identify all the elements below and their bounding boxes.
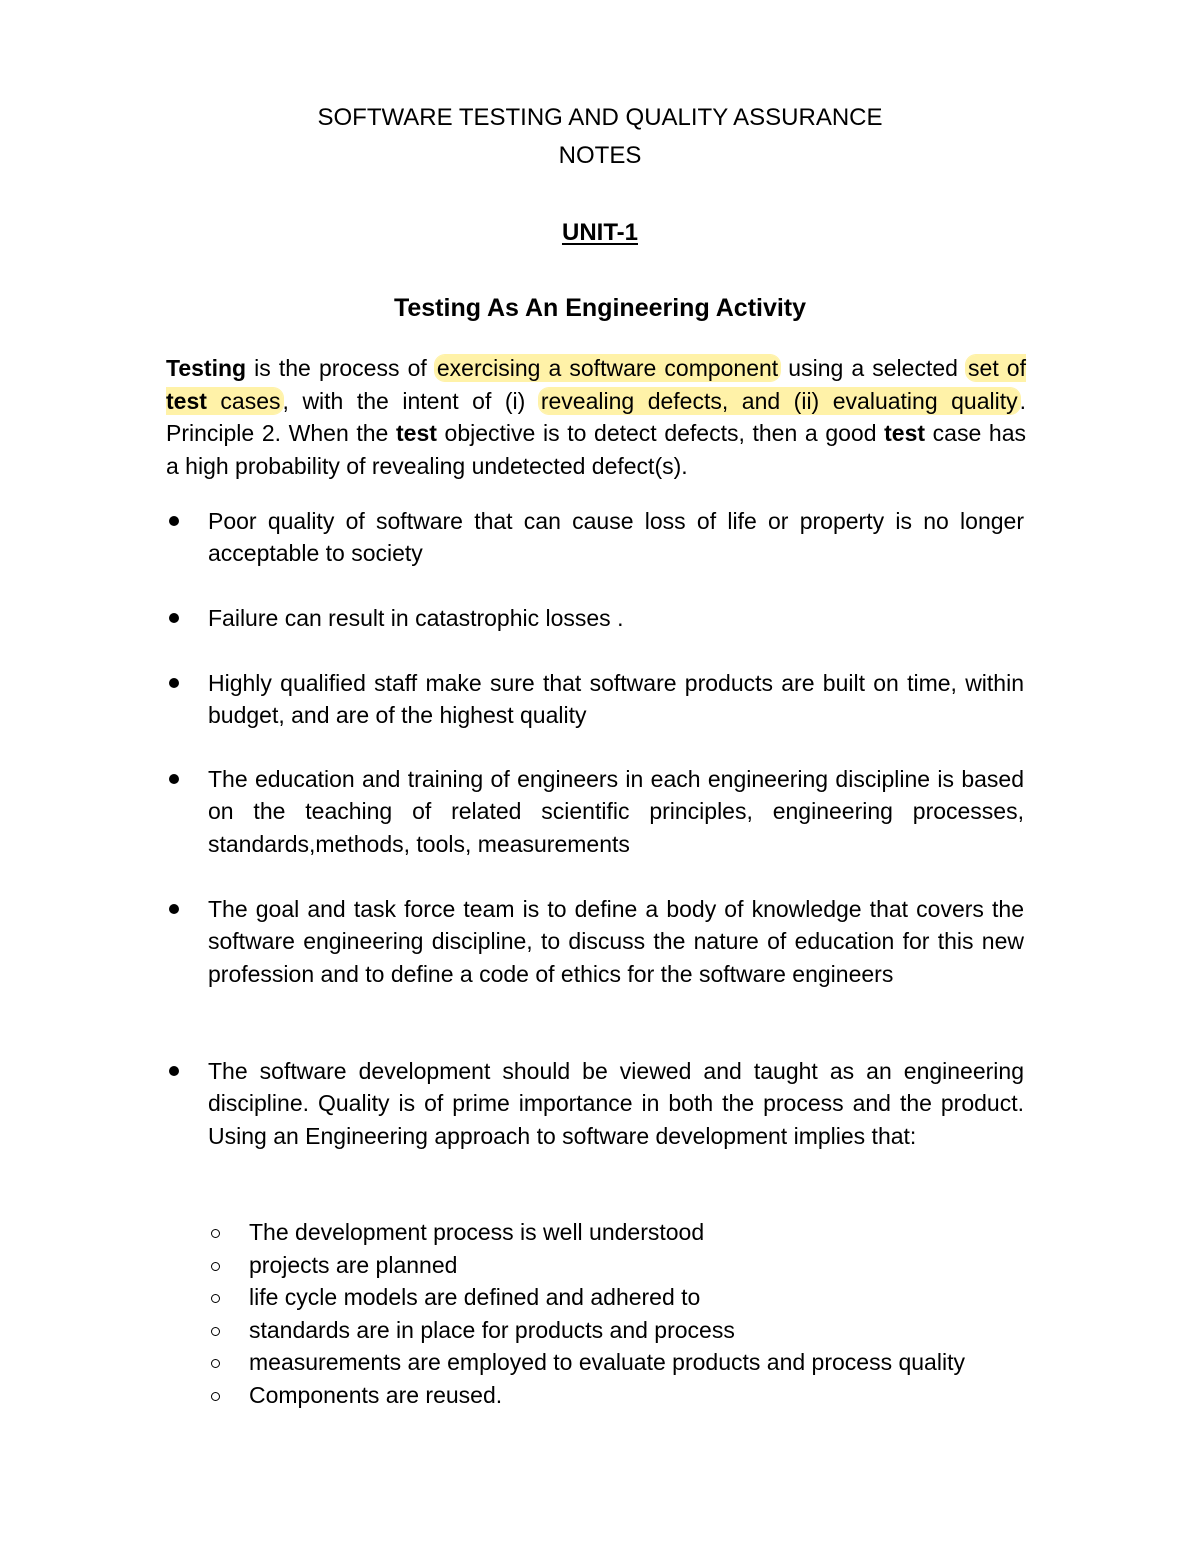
intro-term-test: test bbox=[166, 387, 207, 414]
sub-list-item bbox=[249, 1249, 457, 1282]
sub-list-item bbox=[249, 1314, 735, 1347]
list-item bbox=[208, 1055, 1024, 1152]
sub-list-item-text: measurements are employed to evaluate products and process quality bbox=[249, 1349, 965, 1375]
sub-list-item-text: Components are reused. bbox=[249, 1382, 503, 1408]
sub-list-item-text: projects are planned bbox=[249, 1252, 458, 1278]
circle-bullet-icon bbox=[211, 1294, 220, 1303]
list-item bbox=[208, 763, 1024, 860]
unit-heading-text: UNIT-1 bbox=[561, 219, 638, 246]
highlight-revealing: revealing defects, and (ii) evaluating quality bbox=[540, 387, 1018, 414]
intro-term-test: test bbox=[396, 420, 437, 447]
list-item-text: The education and training of engineers in each engineering discipline is based on the teaching of related scientific principles, engineering processes, standards,methods, tools, measurements bbox=[208, 766, 1024, 857]
list-item-text: Poor quality of software that can cause loss of life or property is no longer acceptable to society bbox=[208, 508, 1024, 567]
circle-bullet-icon bbox=[211, 1359, 220, 1368]
section-heading: Testing As An Engineering Activity bbox=[393, 294, 807, 322]
sub-list-item bbox=[249, 1216, 704, 1249]
circle-bullet-icon bbox=[211, 1327, 220, 1336]
list-item bbox=[208, 893, 1024, 990]
intro-text: case has a high probability of revealing undetected defect(s). bbox=[166, 420, 1026, 479]
sub-list-item bbox=[249, 1379, 502, 1412]
circle-bullet-icon bbox=[211, 1392, 220, 1401]
bullet-dot-icon bbox=[169, 1066, 179, 1076]
unit-heading bbox=[0, 218, 1200, 248]
intro-text: using a selected bbox=[780, 355, 967, 381]
sub-list-item bbox=[249, 1281, 700, 1314]
bullet-dot-icon bbox=[169, 516, 179, 526]
intro-text: objective is to detect defects, then a good bbox=[436, 420, 885, 447]
list-item-text: Failure can result in catastrophic losses . bbox=[208, 605, 624, 631]
bullet-dot-icon bbox=[169, 904, 179, 914]
sub-list-item-text: standards are in place for products and process bbox=[249, 1317, 735, 1343]
bullet-dot-icon bbox=[169, 678, 179, 688]
sub-list-item-text: The development process is well understood bbox=[249, 1219, 705, 1245]
intro-text: set of bbox=[968, 355, 1026, 381]
highlight-exercising: exercising a software component bbox=[436, 355, 779, 381]
intro-text: is the process of bbox=[246, 355, 435, 381]
list-item bbox=[208, 505, 1024, 570]
circle-bullet-icon bbox=[211, 1262, 220, 1271]
list-item-text: The software development should be viewed and taught as an engineering discipline. Quality is of prime importance in both the process and the product. Using an Engineering approach to software development implies that: bbox=[208, 1058, 1024, 1149]
list-item-text: Highly qualified staff make sure that software products are built on time, within budget, and are of the highest quality bbox=[208, 670, 1024, 729]
list-item bbox=[208, 602, 1024, 634]
intro-term-test: test bbox=[884, 420, 926, 447]
intro-text: cases bbox=[206, 387, 281, 414]
sub-list-item-text: life cycle models are defined and adhered to bbox=[249, 1284, 701, 1310]
circle-bullet-icon bbox=[211, 1229, 220, 1238]
intro-text: , with the intent of (i) bbox=[282, 387, 539, 414]
intro-text: . Principle 2. When the bbox=[166, 387, 1027, 447]
list-item-text: The goal and task force team is to define a body of knowledge that covers the software engineering discipline, to discuss the nature of education for this new profession and to define a code of ethics for the software engineers bbox=[208, 896, 1024, 987]
document-subtitle: NOTES bbox=[558, 142, 642, 169]
bullet-dot-icon bbox=[169, 613, 179, 623]
list-item bbox=[208, 667, 1024, 732]
bullet-dot-icon bbox=[169, 774, 179, 784]
document-title: SOFTWARE TESTING AND QUALITY ASSURANCE bbox=[317, 104, 883, 131]
intro-paragraph bbox=[166, 352, 1026, 482]
sub-list-item bbox=[249, 1346, 965, 1379]
intro-term-testing: Testing bbox=[166, 355, 247, 381]
